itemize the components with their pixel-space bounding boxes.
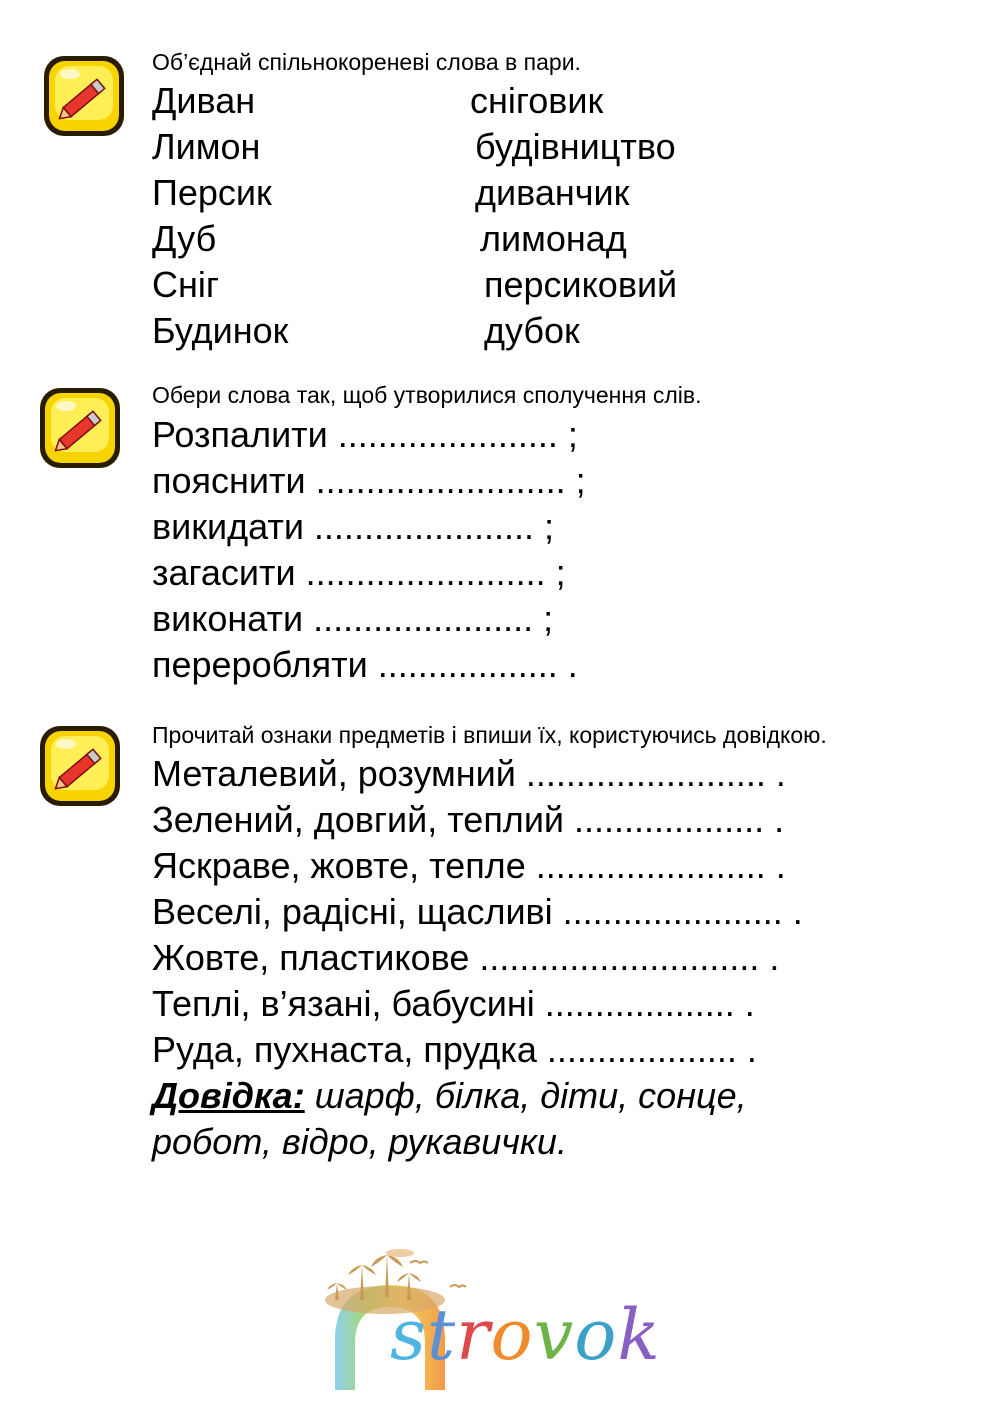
collocation-line: Розпалити ...................... ; <box>152 414 578 455</box>
attribute-line: Яскраве, жовте, тепле ....................... . <box>152 845 786 886</box>
match-left-word: Персик <box>152 172 272 213</box>
match-right-word: сніговик <box>470 80 604 121</box>
match-left-word: Дуб <box>152 218 217 259</box>
hint-line-1 <box>152 1073 803 1119</box>
section3-instruction: Прочитай ознаки предметів і впиши їх, користуючись довідкою. <box>152 722 827 748</box>
pencil-badge-2 <box>36 384 124 472</box>
logo-letter: k <box>617 1294 661 1376</box>
logo-letter: o <box>574 1294 618 1376</box>
section3-lines <box>152 751 803 1165</box>
match-left-word: Диван <box>152 80 256 121</box>
match-right-word: будівництво <box>475 126 676 167</box>
attribute-line: Руда, пухнаста, прудка ................... . <box>152 1029 757 1070</box>
attribute-line: Зелений, довгий, теплий ................... . <box>152 799 785 840</box>
pencil-icon <box>36 384 124 472</box>
pencil-badge-3 <box>36 722 124 810</box>
collocation-line: виконати ...................... ; <box>152 598 554 639</box>
collocation-line: переробляти .................. . <box>152 644 578 685</box>
logo-letter: t <box>426 1294 457 1376</box>
collocation-line: пояснити ......................... ; <box>152 460 586 501</box>
hint-words-1: шарф, білка, діти, сонце, <box>304 1075 747 1116</box>
attribute-line: Жовте, пластикове ............................ . <box>152 937 780 978</box>
match-left-word: Будинок <box>152 310 289 351</box>
logo-letter: s <box>390 1294 427 1376</box>
collocation-line: викидати ...................... ; <box>152 506 554 547</box>
section2-instruction: Обери слова так, щоб утворилися сполучення слів. <box>152 382 702 408</box>
attribute-line: Веселі, радісні, щасливі ...................... . <box>152 891 803 932</box>
section1-left-column <box>152 78 288 354</box>
attribute-line: Металевий, розумний ........................ . <box>152 753 786 794</box>
pencil-icon <box>36 722 124 810</box>
match-left-word: Сніг <box>152 264 220 305</box>
match-right-word: персиковий <box>484 264 678 305</box>
logo-letter: o <box>490 1294 534 1376</box>
ostrovok-logo-text <box>390 1295 661 1375</box>
logo-letter: r <box>456 1294 491 1376</box>
section1-right-column <box>470 78 677 354</box>
hint-words-2: робот, відро, рукавички. <box>152 1121 567 1162</box>
section2-lines <box>152 412 586 688</box>
collocation-line: загасити ........................ ; <box>152 552 566 593</box>
match-right-word: лимонад <box>480 218 627 259</box>
match-right-word: диванчик <box>475 172 630 213</box>
attribute-line: Теплі, в’язані, бабусині ................... . <box>152 983 755 1024</box>
match-left-word: Лимон <box>152 126 261 167</box>
logo-letter: v <box>533 1294 575 1376</box>
match-right-word: дубок <box>484 310 580 351</box>
pencil-badge-1 <box>40 52 128 140</box>
hint-label: Довідка: <box>152 1075 305 1116</box>
pencil-icon <box>40 52 128 140</box>
section1-instruction: Об’єднай спільнокореневі слова в пари. <box>152 49 581 75</box>
